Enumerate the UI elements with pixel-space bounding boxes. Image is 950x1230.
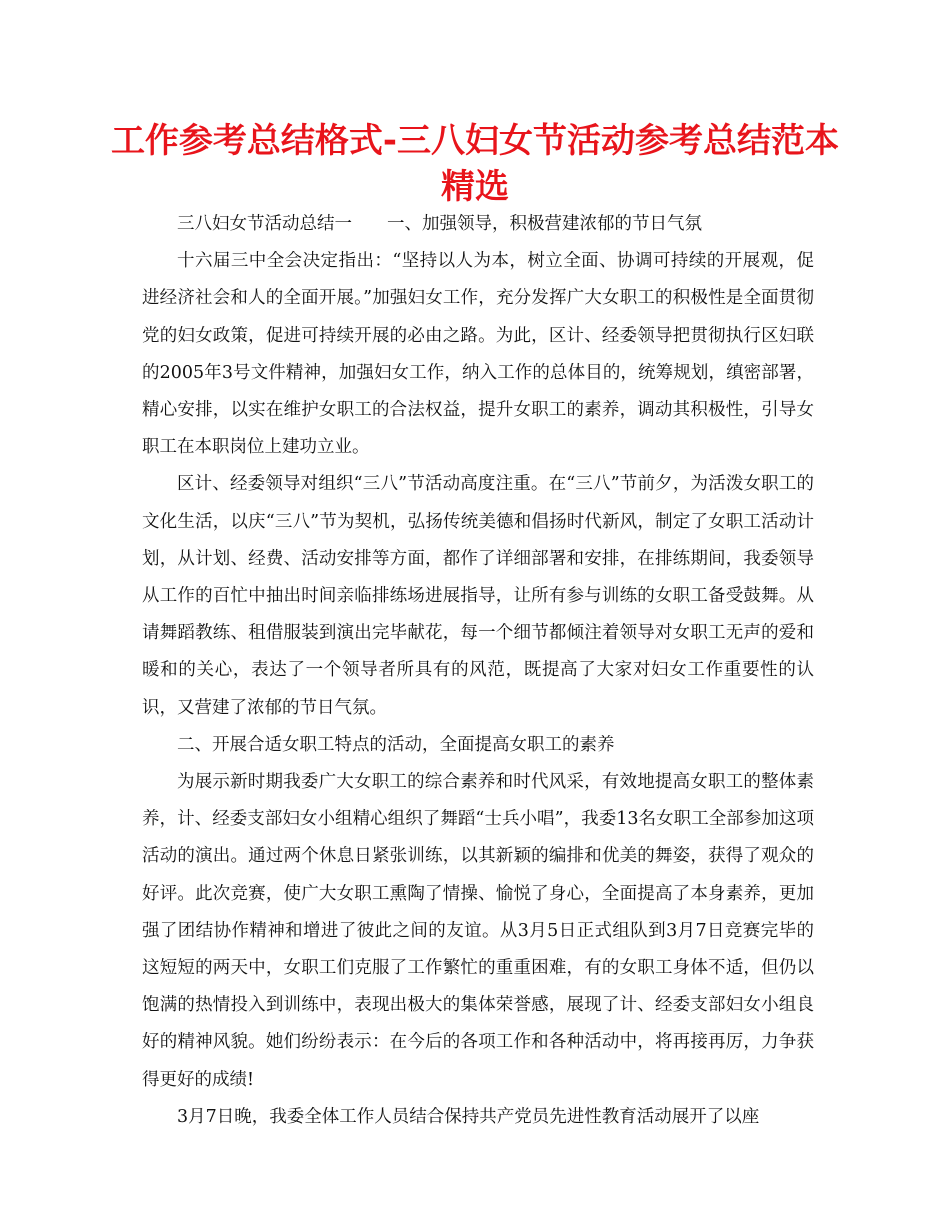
paragraph: 区计、经委领导对组织“三八”节活动高度注重。在“三八”节前夕，为活泼女职工的文化生活，以庆“三八”节为契机，弘扬传统美德和倡扬时代新风，制定了女职工活动计划，从计划、经费、活动安排等方面，都作了详细部署和安排，在排练期间，我委领导从工作的百忙中抽出时间亲临排练场进展指导，让所有参与训练的女职工备受鼓舞。从请舞蹈教练、租借服装到演出完毕献花，每一个细节都倾注着领导对女职工无声的爱和暖和的关心，表达了一个领导者所具有的风范，既提高了大家对妇女工作重要性的认识，又营建了浓郁的节日气氛。 bbox=[142, 474, 814, 718]
paragraph: 为展示新时期我委广大女职工的综合素养和时代风采，有效地提高女职工的整体素养，计、经委支部妇女小组精心组织了舞蹈“士兵小唱”，我委13名女职工全部参加这项活动的演出。通过两个休息日紧张训练，以其新颖的编排和优美的舞姿，获得了观众的好评。此次竞赛，使广大女职工熏陶了情操、愉悦了身心，全面提高了本身素养，更加强了团结协作精神和增进了彼此之间的友谊。从3月5日正式组队到3月7日竞赛完毕的这短短的两天中，女职工们克服了工作繁忙的重重困难，有的女职工身体不适，但仍以饱满的热情投入到训练中，表现出极大的集体荣誉感，展现了计、经委支部妇女小组良好的精神风貌。她们纷纷表示：在今后的各项工作和各种活动中，将再接再厉，力争获得更好的成绩! bbox=[142, 772, 814, 1090]
paragraph: 3月7日晚，我委全体工作人员结合保持共产党员先进性教育活动展开了以座 bbox=[177, 1106, 760, 1127]
paragraph: 十六届三中全会决定指出：“坚持以人为本，树立全面、协调可持续的开展观，促进经济社会和人的全面开展。”加强妇女工作，充分发挥广大女职工的积极性是全面贯彻党的妇女政策，促进可持续开展的必由之路。为此，区计、经委领导把贯彻执行区妇联的2005年3号文件精神，加强妇女工作，纳入工作的总体目的，统筹规划，缜密部署，精心安排，以实在维护女职工的合法权益，提升女职工的素养，调动其积极性，引导女职工在本职岗位上建功立业。 bbox=[142, 251, 814, 458]
document-title: 工作参考总结格式-三八妇女节活动参考总结范本精选 bbox=[110, 121, 840, 207]
paragraph-heading-2: 二、开展合适女职工特点的活动，全面提高女职工的素养 bbox=[177, 734, 615, 755]
document-body bbox=[142, 206, 814, 1136]
paragraph-heading-1: 三八妇女节活动总结一 一、加强领导，积极营建浓郁的节日气氛 bbox=[177, 214, 702, 234]
